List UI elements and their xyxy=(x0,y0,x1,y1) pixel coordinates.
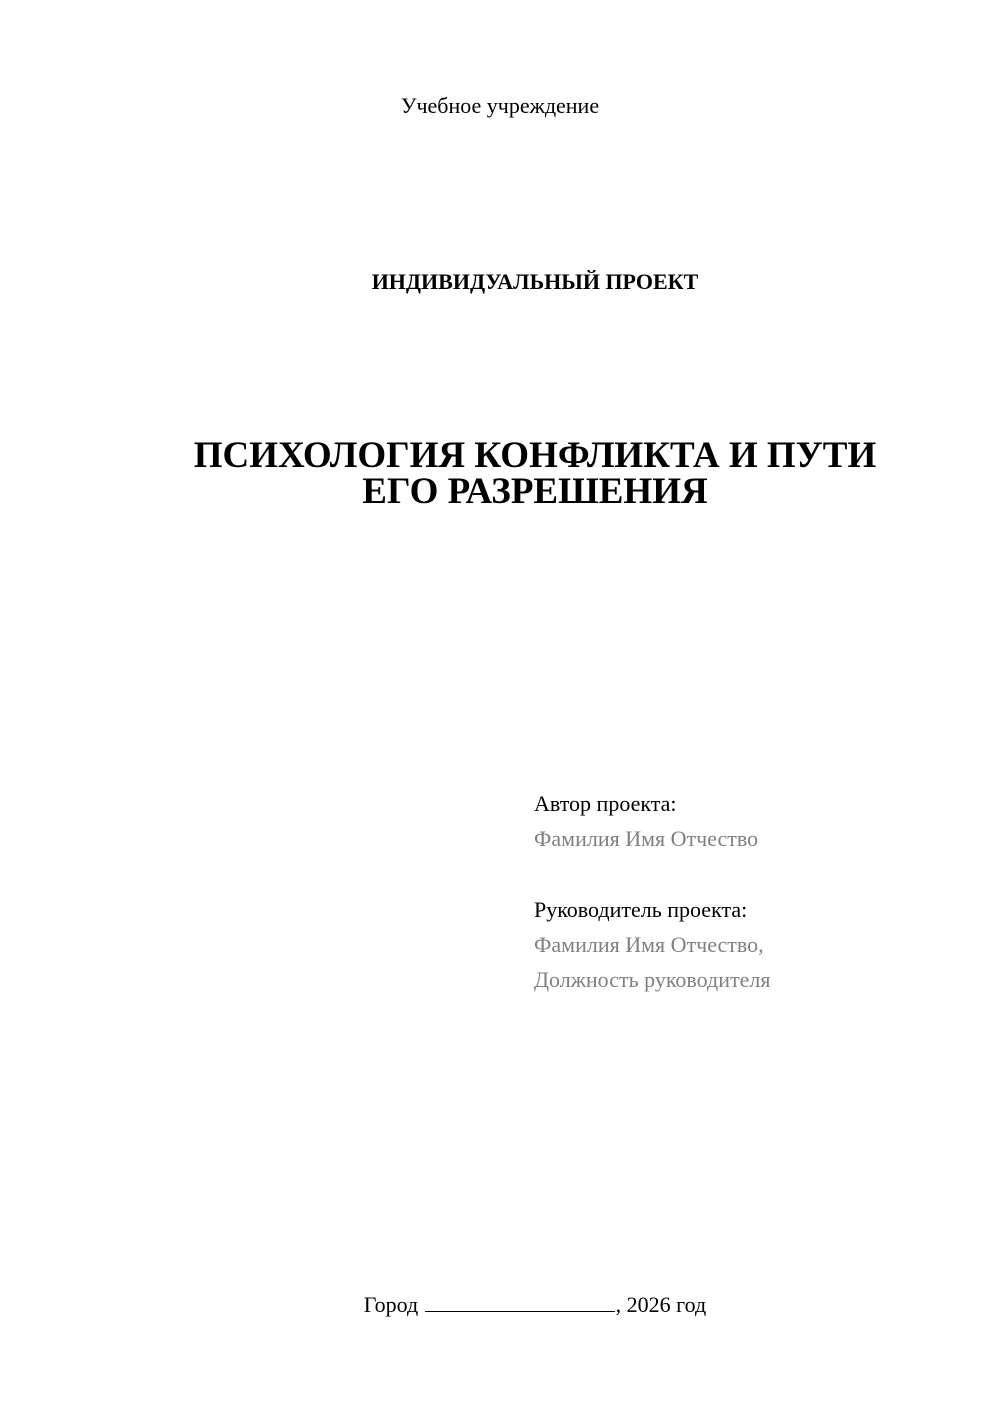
city-label: Город xyxy=(363,1292,419,1317)
project-title-line-2: ЕГО РАЗРЕШЕНИЯ xyxy=(362,471,708,512)
project-title-line-1: ПСИХОЛОГИЯ КОНФЛИКТА И ПУТИ xyxy=(193,435,877,476)
author-block xyxy=(534,786,758,856)
city-year-line xyxy=(35,1290,1000,1320)
author-name-placeholder: Фамилия Имя Отчество xyxy=(534,826,759,851)
supervisor-position-placeholder: Должность руководителя xyxy=(534,967,771,992)
supervisor-label: Руководитель проекта: xyxy=(534,897,748,922)
supervisor-block xyxy=(534,892,770,997)
project-type-heading: ИНДИВИДУАЛЬНЫЙ ПРОЕКТ xyxy=(371,269,699,294)
city-blank-line xyxy=(425,1293,615,1312)
author-label: Автор проекта: xyxy=(534,791,677,816)
year-text: , 2026 год xyxy=(615,1292,707,1317)
supervisor-name-placeholder: Фамилия Имя Отчество, xyxy=(534,932,764,957)
project-title xyxy=(35,435,1000,512)
institution-name: Учебное учреждение xyxy=(400,93,600,118)
